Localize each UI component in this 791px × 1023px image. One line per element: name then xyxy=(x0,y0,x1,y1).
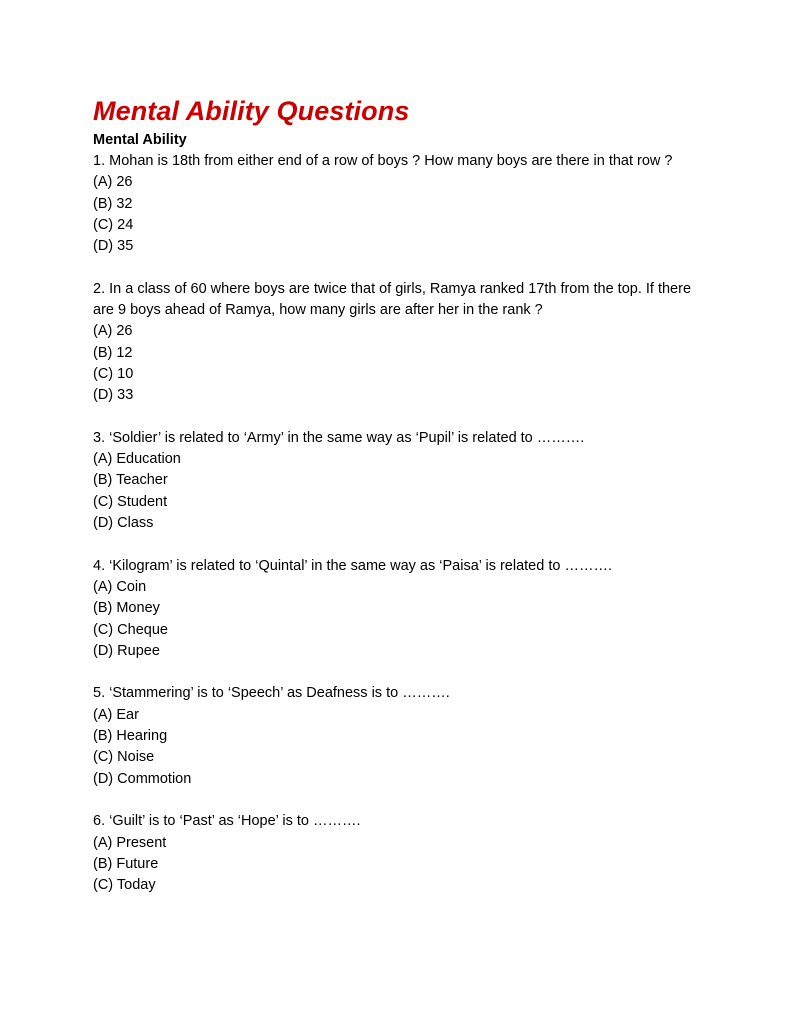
option-b: (B) Money xyxy=(93,600,160,617)
question-text: 1. Mohan is 18th from either end of a row of boys ? How many boys are there in that row ? xyxy=(93,153,673,169)
question-text: 2. In a class of 60 where boys are twice that of girls, Ramya ranked 17th from the top. If there are 9 boys ahead of Ramya, how many girls are after her in the rank ? xyxy=(93,280,692,319)
option-b: (B) Hearing xyxy=(93,728,168,745)
option-d: (D) Commotion xyxy=(93,770,192,787)
option-d: (D) Class xyxy=(93,515,154,532)
document-page xyxy=(93,94,713,918)
option-c: (C) Student xyxy=(93,493,168,510)
question-2 xyxy=(93,279,713,407)
question-1 xyxy=(93,151,713,257)
question-text: 5. ‘Stammering’ is to ‘Speech’ as Deafness is to ………. xyxy=(93,685,450,702)
option-c: (C) 24 xyxy=(93,216,134,233)
option-c: (C) Cheque xyxy=(93,621,168,638)
option-d: (D) 33 xyxy=(93,387,134,404)
page-title: Mental Ability Questions xyxy=(93,96,410,126)
option-b: (B) 12 xyxy=(93,344,133,361)
option-c: (C) 10 xyxy=(93,365,134,382)
option-c: (C) Noise xyxy=(93,749,155,766)
question-text: 4. ‘Kilogram’ is related to ‘Quintal’ in the same way as ‘Paisa’ is related to ………. xyxy=(93,557,612,574)
option-a: (A) Education xyxy=(93,451,181,468)
option-a: (A) Present xyxy=(93,834,167,851)
question-4 xyxy=(93,556,713,662)
question-3 xyxy=(93,428,713,534)
question-text: 3. ‘Soldier’ is related to ‘Army’ in the same way as ‘Pupil’ is related to ………. xyxy=(93,429,585,446)
option-a: (A) Ear xyxy=(93,706,139,723)
option-b: (B) Future xyxy=(93,855,159,872)
question-6 xyxy=(93,811,713,896)
question-5 xyxy=(93,683,713,789)
option-a: (A) 26 xyxy=(93,323,133,340)
option-b: (B) 32 xyxy=(93,195,133,212)
question-text: 6. ‘Guilt’ is to ‘Past’ as ‘Hope’ is to ………. xyxy=(93,813,361,830)
option-a: (A) 26 xyxy=(93,174,133,191)
option-d: (D) Rupee xyxy=(93,642,160,659)
option-a: (A) Coin xyxy=(93,578,147,595)
option-c: (C) Today xyxy=(93,877,156,894)
section-heading: Mental Ability xyxy=(93,132,187,148)
option-b: (B) Teacher xyxy=(93,472,168,489)
option-d: (D) 35 xyxy=(93,238,134,255)
